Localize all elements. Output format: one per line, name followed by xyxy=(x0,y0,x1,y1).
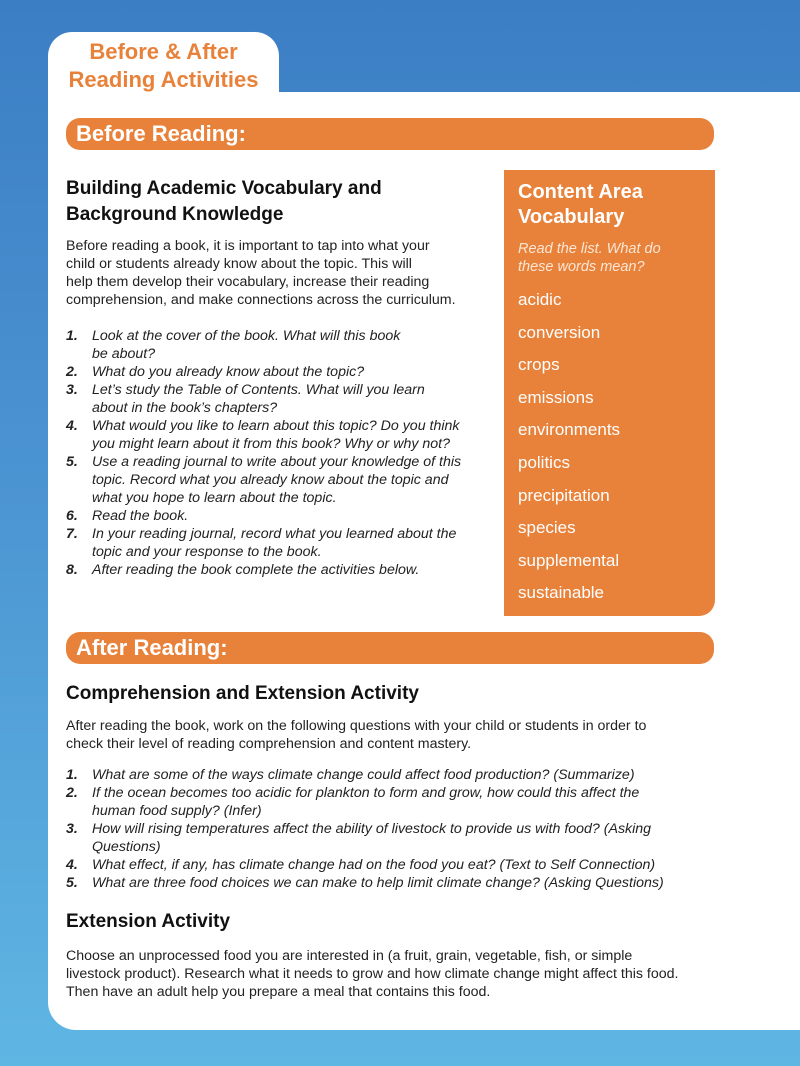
step-text: In your reading journal, record what you learned about the xyxy=(92,526,457,542)
question-item xyxy=(66,820,726,856)
step-item xyxy=(66,363,496,381)
page-title-tab xyxy=(48,32,279,102)
vocabulary-word: environments xyxy=(518,420,621,440)
step-text: Let’s study the Table of Contents. What will you learn xyxy=(92,382,425,398)
question-text: Questions) xyxy=(92,839,161,855)
vocabulary-word: crops xyxy=(518,355,560,375)
page-title-line-1: Before & After xyxy=(89,39,238,64)
step-text: Read the book. xyxy=(92,508,189,524)
step-text: After reading the book complete the activities below. xyxy=(92,562,420,578)
vocabulary-title-line-2: Vocabulary xyxy=(518,206,625,228)
question-text: What are three food choices we can make to help limit climate change? (Asking Questions) xyxy=(92,875,664,891)
step-text: What would you like to learn about this topic? Do you think xyxy=(92,418,460,434)
after-reading-bar: After Reading: xyxy=(66,632,714,664)
step-text: topic and your response to the book. xyxy=(92,544,322,560)
extension-heading: Extension Activity xyxy=(66,911,231,932)
step-item xyxy=(66,561,496,579)
before-heading-line-1: Building Academic Vocabulary and xyxy=(66,178,382,199)
vocabulary-word: precipitation xyxy=(518,485,610,505)
question-text: How will rising temperatures affect the ability of livestock to provide us with food? (Asking xyxy=(92,821,652,837)
question-number: 2. xyxy=(66,785,78,801)
step-item xyxy=(66,453,496,507)
vocabulary-word: emissions xyxy=(518,387,594,407)
after-intro-line: After reading the book, work on the following questions with your child or students in order to xyxy=(66,718,647,734)
vocabulary-box xyxy=(504,170,715,616)
question-number: 1. xyxy=(66,767,78,783)
page-title-line-2: Reading Activities xyxy=(68,67,259,92)
vocabulary-word: politics xyxy=(518,452,570,472)
question-item xyxy=(66,784,726,820)
question-item xyxy=(66,874,726,892)
before-intro-line: comprehension, and make connections across the curriculum. xyxy=(66,292,456,308)
before-reading-bar: Before Reading: xyxy=(66,118,714,150)
step-text: What do you already know about the topic? xyxy=(92,364,365,380)
step-text: be about? xyxy=(92,346,156,362)
step-text: about in the book’s chapters? xyxy=(92,400,278,416)
step-number: 2. xyxy=(66,364,78,380)
step-text: you might learn about it from this book? Why or why not? xyxy=(92,436,451,452)
before-intro xyxy=(66,237,486,309)
step-text: Look at the cover of the book. What will this book xyxy=(92,328,401,344)
step-item xyxy=(66,381,496,417)
extension-line: livestock product). Research what it needs to grow and how climate change might affect this food. xyxy=(66,966,679,982)
after-heading: Comprehension and Extension Activity xyxy=(66,683,419,704)
before-intro-line: help them develop their vocabulary, increase their reading xyxy=(66,274,430,290)
extension-line: Then have an adult help you prepare a meal that contains this food. xyxy=(66,984,491,1000)
extension-line: Choose an unprocessed food you are interested in (a fruit, grain, vegetable, fish, or simple xyxy=(66,948,633,964)
before-intro-line: child or students already know about the topic. This will xyxy=(66,256,412,272)
step-item xyxy=(66,417,496,453)
question-text: human food supply? (Infer) xyxy=(92,803,262,819)
after-intro xyxy=(66,717,726,753)
vocabulary-word: species xyxy=(518,518,576,538)
vocabulary-word: supplemental xyxy=(518,550,620,570)
step-number: 6. xyxy=(66,508,78,524)
question-item xyxy=(66,856,726,874)
vocabulary-word: acidic xyxy=(518,290,562,309)
after-intro-line: check their level of reading comprehension and content mastery. xyxy=(66,736,472,752)
vocabulary-instructions xyxy=(518,240,701,276)
extension-text xyxy=(66,947,746,1001)
vocabulary-word-list xyxy=(518,284,701,610)
vocabulary-title xyxy=(518,180,701,230)
step-item xyxy=(66,327,496,363)
step-text: topic. Record what you already know about the topic and xyxy=(92,472,449,488)
vocabulary-instructions-line-1: Read the list. What do xyxy=(518,241,661,257)
question-item xyxy=(66,766,726,784)
vocabulary-title-line-1: Content Area xyxy=(518,181,643,203)
comprehension-questions-list xyxy=(66,766,726,892)
question-number: 5. xyxy=(66,875,78,891)
step-number: 5. xyxy=(66,454,78,470)
step-text: what you hope to learn about the topic. xyxy=(92,490,337,506)
question-number: 3. xyxy=(66,821,78,837)
step-text: Use a reading journal to write about your knowledge of this xyxy=(92,454,462,470)
before-steps-list xyxy=(66,327,496,579)
step-item xyxy=(66,525,496,561)
question-text: If the ocean becomes too acidic for plankton to form and grow, how could this affect the xyxy=(92,785,640,801)
question-number: 4. xyxy=(66,857,78,873)
vocabulary-word: sustainable xyxy=(518,583,605,603)
vocabulary-instructions-line-2: these words mean? xyxy=(518,259,645,275)
step-number: 4. xyxy=(66,418,78,434)
before-heading xyxy=(66,176,382,228)
before-heading-line-2: Background Knowledge xyxy=(66,204,284,225)
step-number: 8. xyxy=(66,562,78,578)
step-number: 1. xyxy=(66,328,78,344)
step-item xyxy=(66,507,496,525)
question-text: What are some of the ways climate change could affect food production? (Summarize) xyxy=(92,767,635,783)
question-text: What effect, if any, has climate change had on the food you eat? (Text to Self Connection) xyxy=(92,857,656,873)
step-number: 3. xyxy=(66,382,78,398)
before-intro-line: Before reading a book, it is important to tap into what your xyxy=(66,238,430,254)
vocabulary-word: conversion xyxy=(518,322,601,342)
step-number: 7. xyxy=(66,526,78,542)
